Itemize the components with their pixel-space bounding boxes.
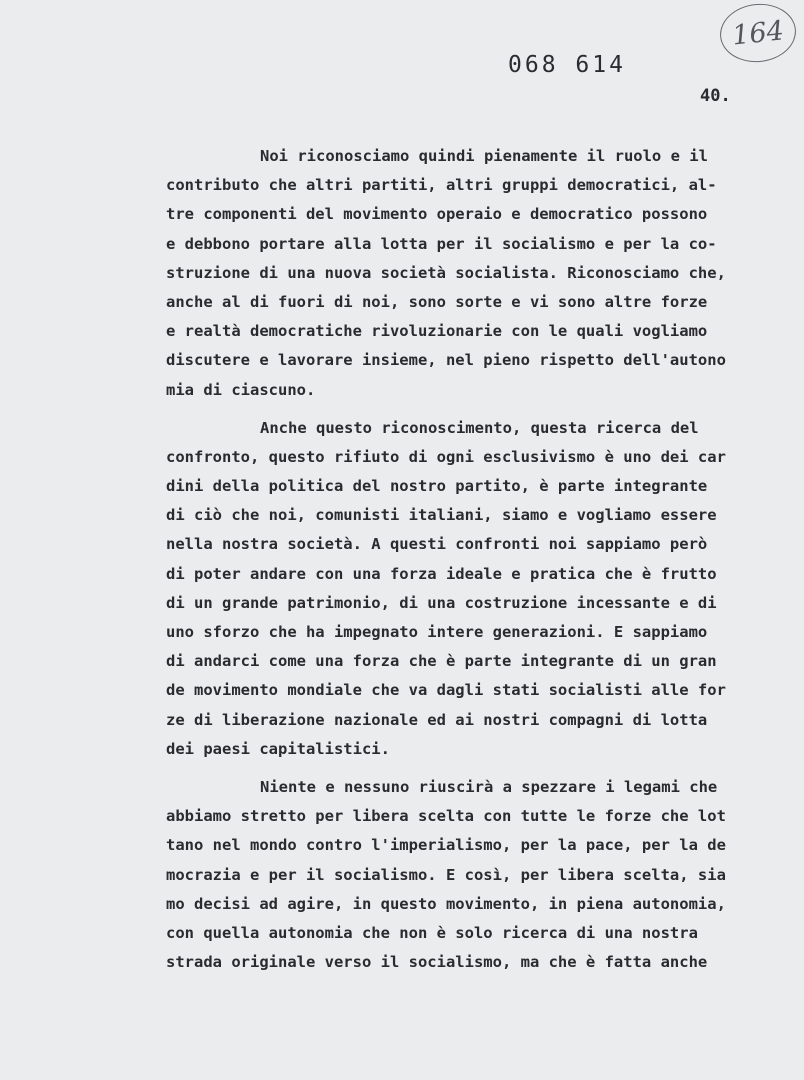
text-line: con quella autonomia che non è solo ricerca di una nostra xyxy=(166,923,698,942)
text-line: di andarci come una forza che è parte integrante di un gran xyxy=(166,652,717,671)
text-line: di ciò che noi, comunisti italiani, siamo e vogliamo essere xyxy=(166,506,717,525)
text-line: anche al di fuori di noi, sono sorte e vi sono altre forze xyxy=(166,292,708,311)
text-line: di poter andare con una forza ideale e pratica che è frutto xyxy=(166,564,717,583)
document-number: 068 614 xyxy=(508,52,626,78)
text-line: mia di ciascuno. xyxy=(166,380,316,399)
text-line: Noi riconosciamo quindi pienamente il ruolo e il xyxy=(260,147,708,165)
text-line: dei paesi capitalistici. xyxy=(166,739,390,758)
text-line: mocrazia e per il socialismo. E così, per libera scelta, sia xyxy=(166,865,726,884)
paragraph-1 xyxy=(166,142,766,405)
text-line: Anche questo riconoscimento, questa ricerca del xyxy=(260,418,699,437)
text-line: de movimento mondiale che va dagli stati socialisti alle for xyxy=(166,681,726,700)
text-line: dini della politica del nostro partito, è parte integrante xyxy=(166,477,708,496)
text-line: uno sforzo che ha impegnato intere generazioni. E sappiamo xyxy=(166,623,708,641)
text-line: discutere e lavorare insieme, nel pieno rispetto dell'autono xyxy=(166,351,726,370)
text-line: abbiamo stretto per libera scelta con tutte le forze che lot xyxy=(166,807,726,826)
paragraph-2 xyxy=(166,414,766,764)
text-line: strada originale verso il socialismo, ma che è fatta anche xyxy=(166,953,708,972)
text-line: nella nostra società. A questi confronti noi sappiamo però xyxy=(166,535,708,554)
text-line: e realtà democratiche rivoluzionarie con le quali vogliamo xyxy=(166,322,708,341)
text-line: Niente e nessuno riuscirà a spezzare i legami che xyxy=(260,777,718,796)
text-line: tre componenti del movimento operaio e democratico possono xyxy=(166,205,708,224)
text-line: tano nel mondo contro l'imperialismo, per la pace, per la de xyxy=(166,836,726,855)
text-line: contributo che altri partiti, altri gruppi democratici, al- xyxy=(166,176,717,195)
text-line: di un grande patrimonio, di una costruzione incessante e di xyxy=(166,593,717,612)
text-line: e debbono portare alla lotta per il socialismo e per la co- xyxy=(166,234,717,253)
text-line: struzione di una nuova società socialista. Riconosciamo che, xyxy=(166,263,726,282)
text-line: mo decisi ad agire, in questo movimento, in piena autonomia, xyxy=(166,894,726,913)
paragraph-3 xyxy=(166,773,766,977)
text-line: ze di liberazione nazionale ed ai nostri compagni di lotta xyxy=(166,710,708,729)
body-text xyxy=(166,142,766,977)
page-number: 40. xyxy=(700,86,731,106)
text-line: confronto, questo rifiuto di ogni esclusivismo è uno dei car xyxy=(166,447,726,466)
archive-number-stamp: 164 xyxy=(717,0,799,66)
